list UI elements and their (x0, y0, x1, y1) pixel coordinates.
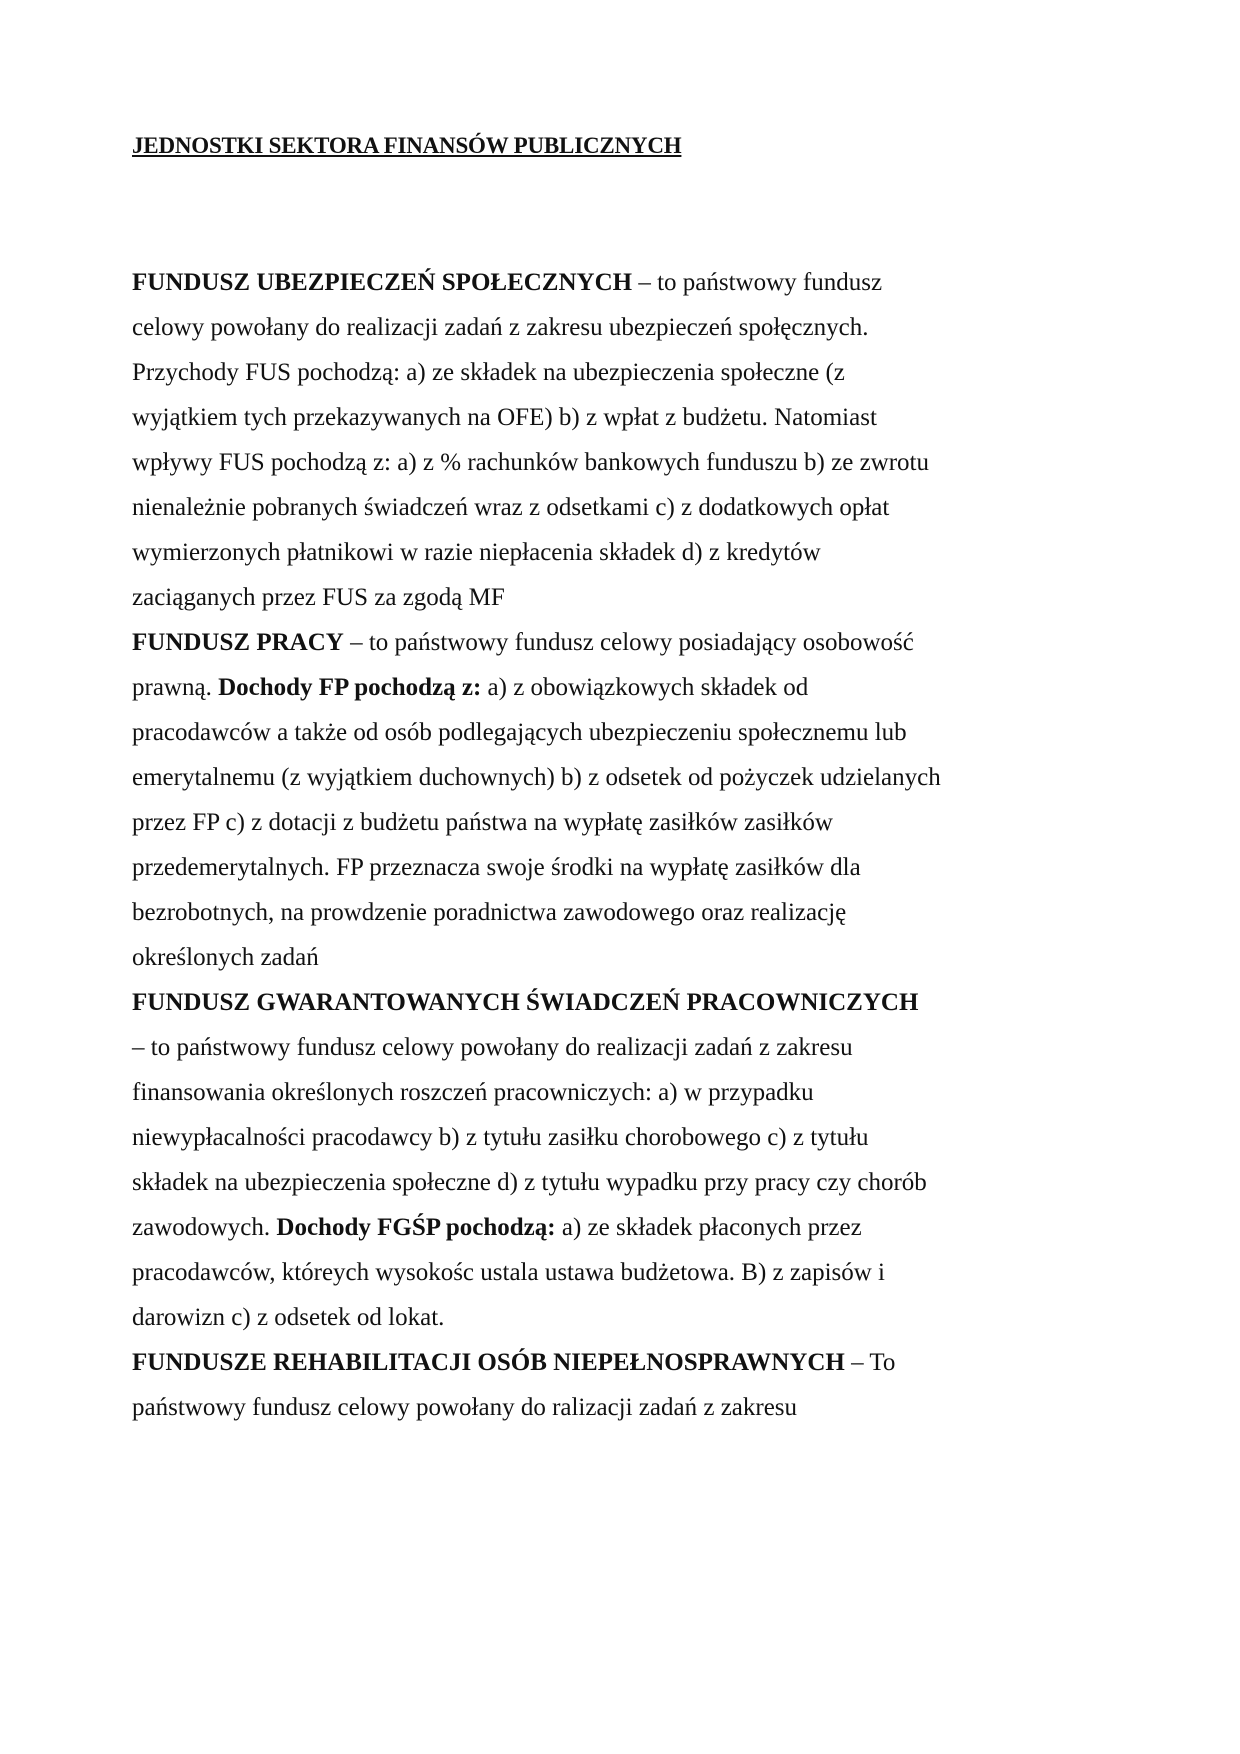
text-span: – To (844, 1349, 896, 1376)
text-line (132, 1213, 862, 1243)
text-line (132, 988, 918, 1018)
text-line (132, 898, 846, 928)
bold-text: Dochody FP pochodzą z: (218, 674, 482, 701)
text-span: darowizn c) z odsetek od lokat. (132, 1304, 445, 1331)
bold-text: FUNDUSZ PRACY (132, 629, 344, 656)
bold-text: Dochody FGŚP pochodzą: (276, 1214, 556, 1241)
text-line (132, 1348, 895, 1378)
text-line (132, 448, 929, 478)
text-span: zawodowych. (132, 1214, 277, 1241)
text-line (132, 1033, 853, 1063)
text-line (132, 313, 868, 343)
text-span: przedemerytalnych. FP przeznacza swoje środki na wypłatę zasiłków dla (132, 854, 861, 881)
text-line (132, 1123, 869, 1153)
bold-text: FUNDUSZ GWARANTOWANYCH ŚWIADCZEŃ PRACOWNICZYCH (132, 989, 919, 1016)
text-span: wymierzonych płatnikowi w razie niepłacenia składek d) z kredytów (132, 539, 821, 566)
text-span: niewypłacalności pracodawcy b) z tytułu zasiłku chorobowego c) z tytułu (132, 1124, 869, 1151)
text-span: celowy powołany do realizacji zadań z zakresu ubezpieczeń społęcznych. (132, 314, 869, 341)
text-span: nienależnie pobranych świadczeń wraz z odsetkami c) z dodatkowych opłat (132, 494, 890, 521)
bold-text: FUNDUSZ UBEZPIECZEŃ SPOŁECZNYCH (132, 269, 633, 296)
text-line (132, 1393, 797, 1423)
text-line (132, 268, 882, 298)
text-span: – to państwowy fundusz (632, 269, 883, 296)
text-line (132, 583, 505, 613)
text-line (132, 763, 941, 793)
text-span: pracodawców a także od osób podlegających ubezpieczeniu społecznemu lub (132, 719, 907, 746)
text-line (132, 493, 889, 523)
text-span: a) ze składek płaconych przez (555, 1214, 862, 1241)
text-line (132, 1258, 885, 1288)
text-span: określonych zadań (132, 944, 319, 971)
text-line (132, 718, 907, 748)
text-span: składek na ubezpieczenia społeczne d) z tytułu wypadku przy pracy czy chorób (132, 1169, 927, 1196)
text-span: bezrobotnych, na prowdzenie poradnictwa zawodowego oraz realizację (132, 899, 847, 926)
text-line (132, 1303, 444, 1333)
text-line (132, 673, 808, 703)
text-span: emerytalnemu (z wyjątkiem duchownych) b) z odsetek od pożyczek udzielanych (132, 764, 941, 791)
text-line (132, 853, 861, 883)
text-line (132, 628, 914, 658)
text-span: prawną. (132, 674, 219, 701)
text-span: pracodawców, któreych wysokośc ustala ustawa budżetowa. B) z zapisów i (132, 1259, 886, 1286)
text-line (132, 538, 821, 568)
text-line (132, 808, 833, 838)
text-span: a) z obowiązkowych składek od (481, 674, 809, 701)
text-span: finansowania określonych roszczeń pracowniczych: a) w przypadku (132, 1079, 814, 1106)
text-line (132, 943, 319, 973)
text-span: – to państwowy fundusz celowy powołany do realizacji zadań z zakresu (132, 1034, 853, 1061)
text-line (132, 403, 877, 433)
text-span: zaciąganych przez FUS za zgodą MF (132, 584, 505, 611)
text-line (132, 1078, 814, 1108)
text-span: – to państwowy fundusz celowy posiadający osobowość (343, 629, 914, 656)
text-span: państwowy fundusz celowy powołany do ralizacji zadań z zakresu (132, 1394, 798, 1421)
text-line (132, 1168, 927, 1198)
text-span: Przychody FUS pochodzą: a) ze składek na ubezpieczenia społeczne (z (132, 359, 845, 386)
bold-text: FUNDUSZE REHABILITACJI OSÓB NIEPEŁNOSPRAWNYCH (132, 1349, 845, 1376)
text-span: przez FP c) z dotacji z budżetu państwa na wypłatę zasiłków zasiłków (132, 809, 833, 836)
text-line (132, 358, 845, 388)
text-span: wyjątkiem tych przekazywanych na OFE) b) z wpłat z budżetu. Natomiast (132, 404, 877, 431)
text-span: wpływy FUS pochodzą z: a) z % rachunków bankowych funduszu b) ze zwrotu (132, 449, 929, 476)
document-title: JEDNOSTKI SEKTORA FINANSÓW PUBLICZNYCH (132, 133, 682, 158)
